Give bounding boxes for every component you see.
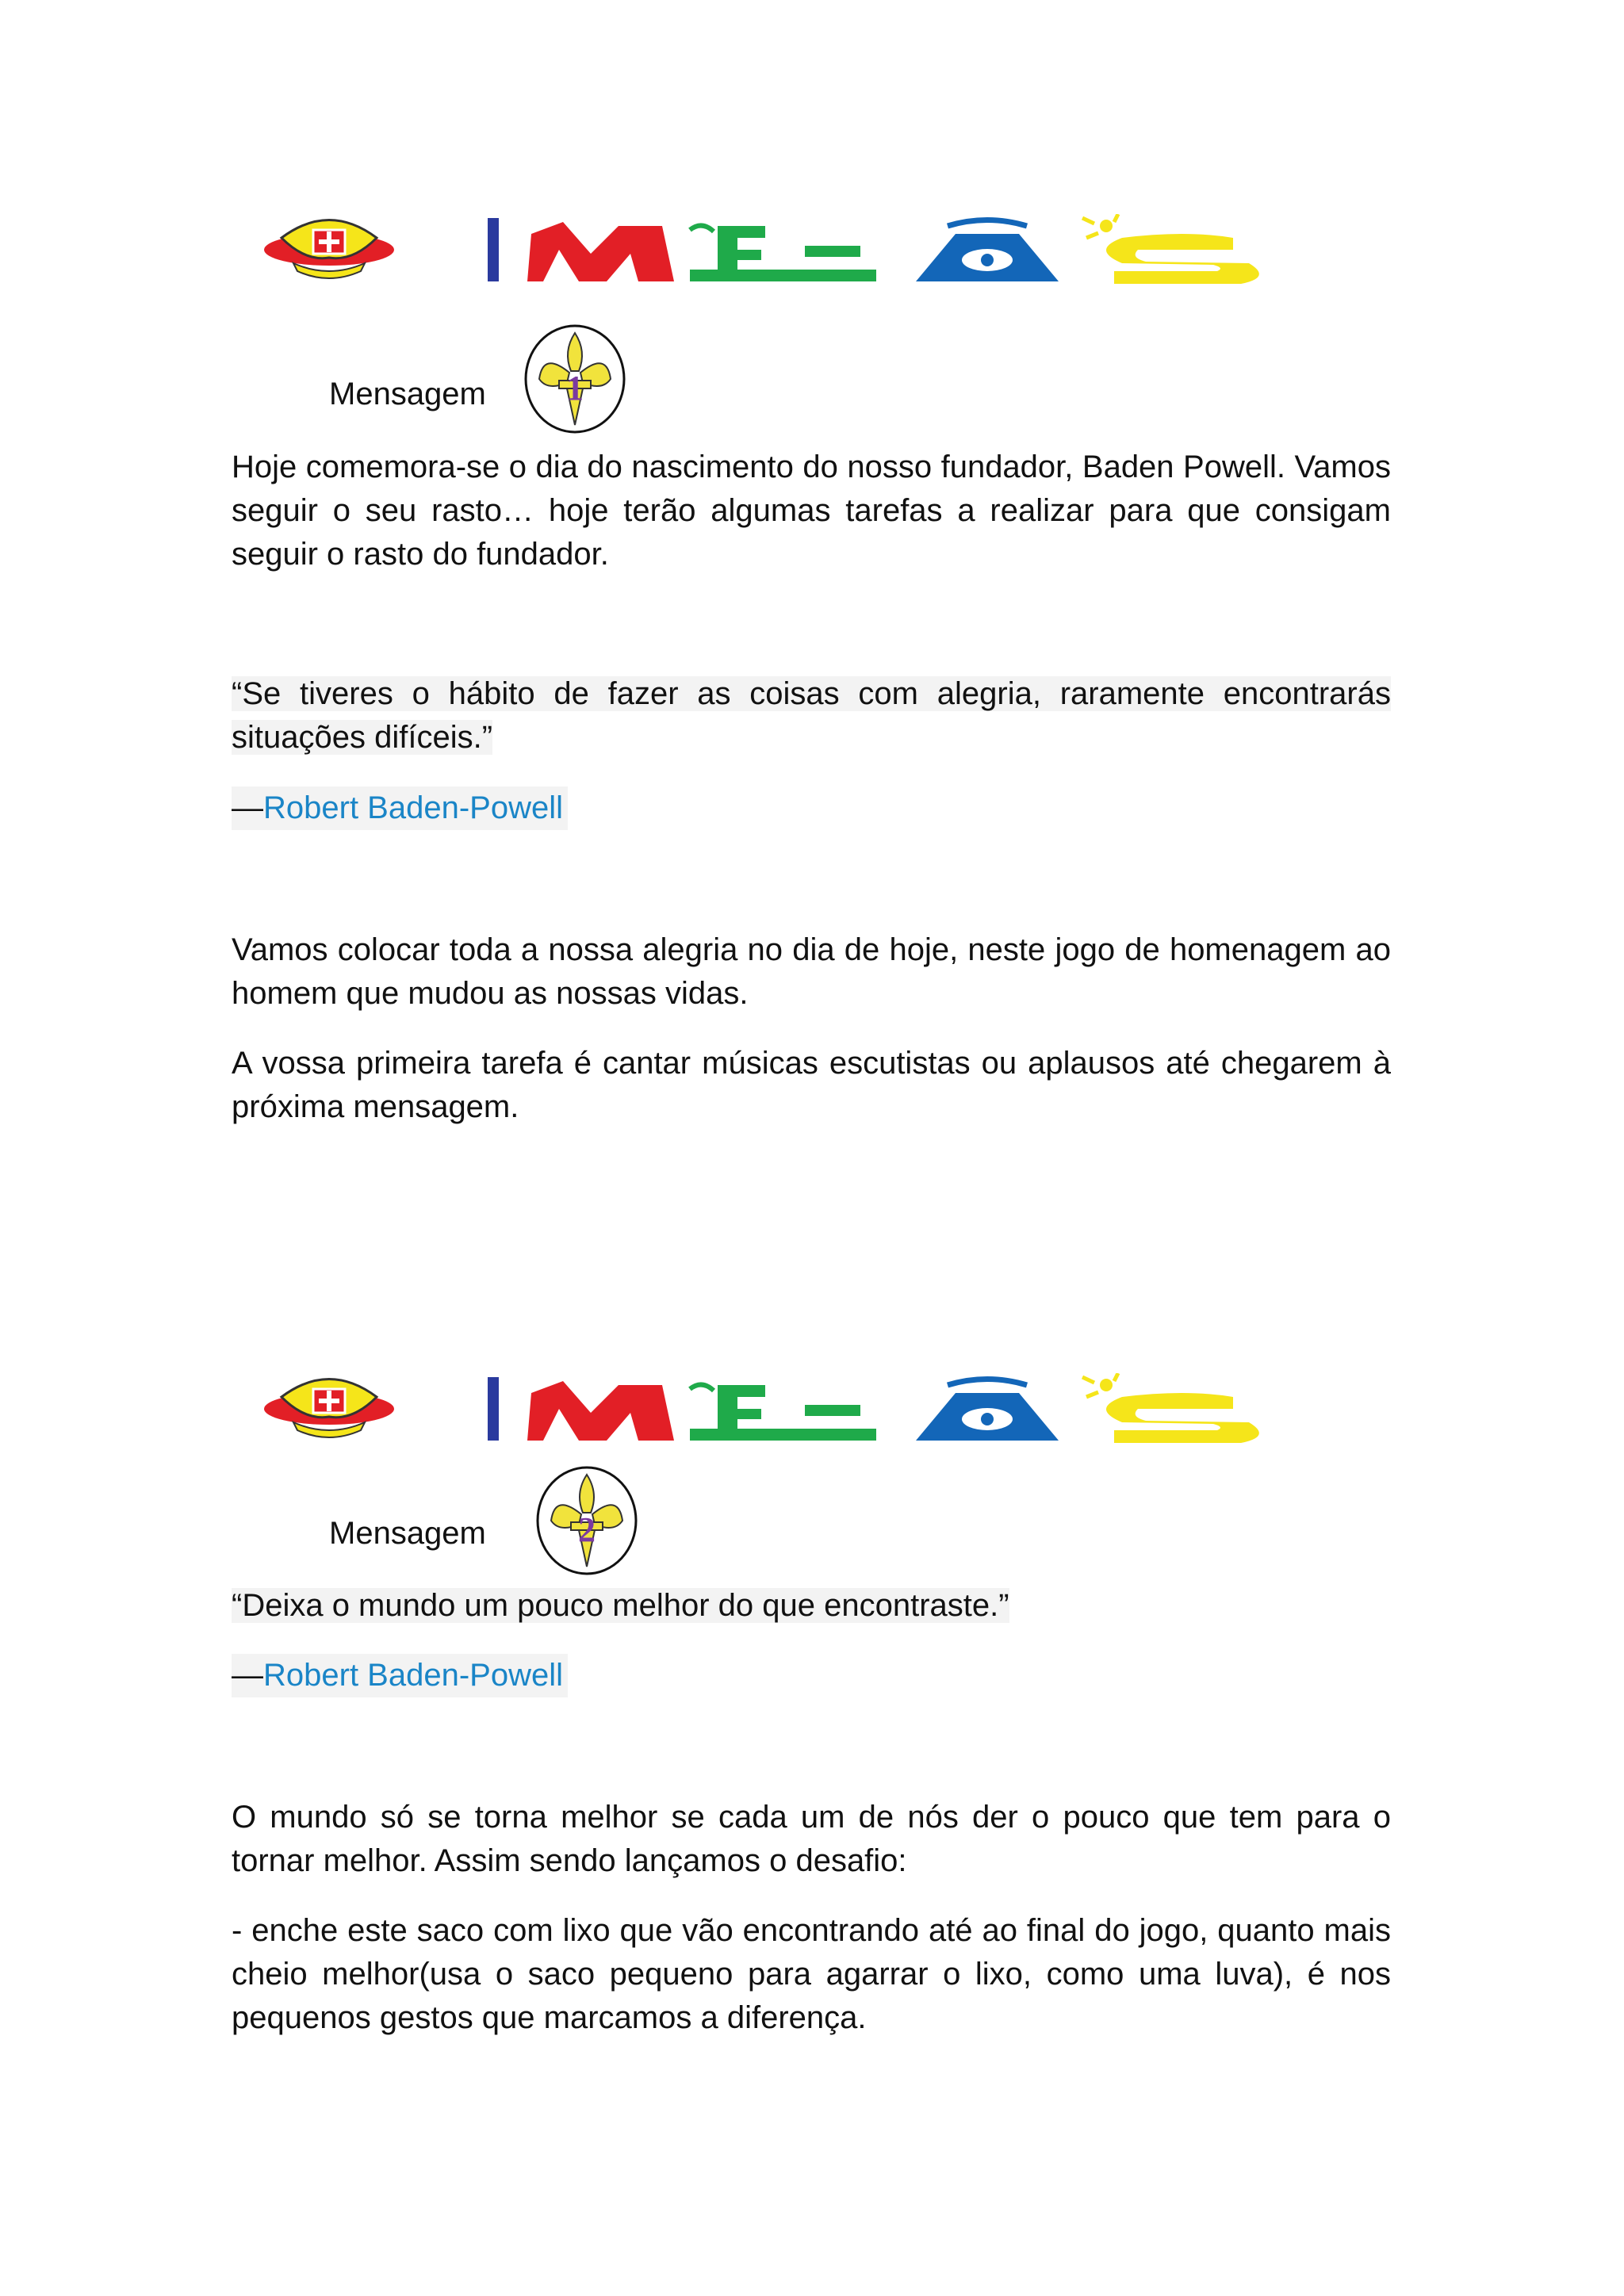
attribution-dash: — bbox=[232, 790, 263, 825]
task-paragraph: A vossa primeira tarefa é cantar músicas escutistas ou aplausos até chegarem à próxima mensagem. bbox=[232, 1046, 1391, 1124]
logo-bar bbox=[488, 218, 499, 281]
logo-letter-s bbox=[1082, 214, 1259, 284]
scout-emblem-icon bbox=[264, 220, 394, 279]
logo-graphic bbox=[258, 214, 1368, 285]
attribution-dash: — bbox=[232, 1658, 263, 1693]
logo-letter-e bbox=[690, 225, 876, 281]
fleur-de-lis-badge-2 bbox=[535, 1465, 638, 1576]
logo-graphic bbox=[258, 1373, 1368, 1445]
quote-text: “Se tiveres o hábito de fazer as coisas com alegria, raramente encontrarás situações difíceis.” bbox=[232, 676, 1391, 755]
fleur-de-lis-badge-1 bbox=[523, 323, 626, 434]
quote-block bbox=[232, 672, 1391, 760]
quote-attribution bbox=[232, 1654, 568, 1697]
message-label: Mensagem bbox=[329, 1516, 486, 1551]
logo-bar bbox=[488, 1377, 499, 1441]
badge-number: 1 bbox=[566, 369, 584, 408]
logo-letter-e bbox=[690, 1384, 876, 1441]
badge-number: 2 bbox=[578, 1510, 596, 1549]
intro-paragraph: Hoje comemora-se o dia do nascimento do nosso fundador, Baden Powell. Vamos seguir o seu rasto… hoje terão algumas tarefas a realizar para que consigam seguir o rasto do fundador. bbox=[232, 450, 1391, 572]
logo-letter-m bbox=[527, 222, 674, 281]
quote-text: “Deixa o mundo um pouco melhor do que encontraste.” bbox=[232, 1588, 1009, 1623]
fleur-de-lis-icon bbox=[535, 1465, 638, 1576]
logo-letter-a bbox=[916, 1380, 1059, 1441]
fleur-de-lis-icon bbox=[523, 323, 626, 434]
paragraph: Vamos colocar toda a nossa alegria no dia de hoje, neste jogo de homenagem ao homem que mudou as nossas vidas. bbox=[232, 932, 1391, 1011]
logo-letter-s bbox=[1082, 1373, 1259, 1443]
message-label: Mensagem bbox=[329, 377, 486, 411]
paragraph: O mundo só se torna melhor se cada um de nós der o pouco que tem para o tornar melhor. Assim sendo lançamos o desafio: bbox=[232, 1800, 1391, 1878]
scout-logo-banner bbox=[258, 214, 1368, 285]
author-link[interactable]: Robert Baden-Powell bbox=[263, 790, 563, 825]
author-link[interactable]: Robert Baden-Powell bbox=[263, 1658, 563, 1693]
quote-attribution bbox=[232, 786, 568, 830]
quote-block bbox=[232, 1584, 1391, 1628]
scout-emblem-icon bbox=[264, 1380, 394, 1438]
scout-logo-banner bbox=[258, 1373, 1368, 1445]
logo-letter-a bbox=[916, 220, 1059, 282]
logo-letter-m bbox=[527, 1381, 674, 1441]
challenge-paragraph: - enche este saco com lixo que vão encontrando até ao final do jogo, quanto mais cheio melhor(usa o saco pequeno para agarrar o lixo, como uma luva), é nos pequenos gestos que marcamos a diferença. bbox=[232, 1913, 1391, 2035]
